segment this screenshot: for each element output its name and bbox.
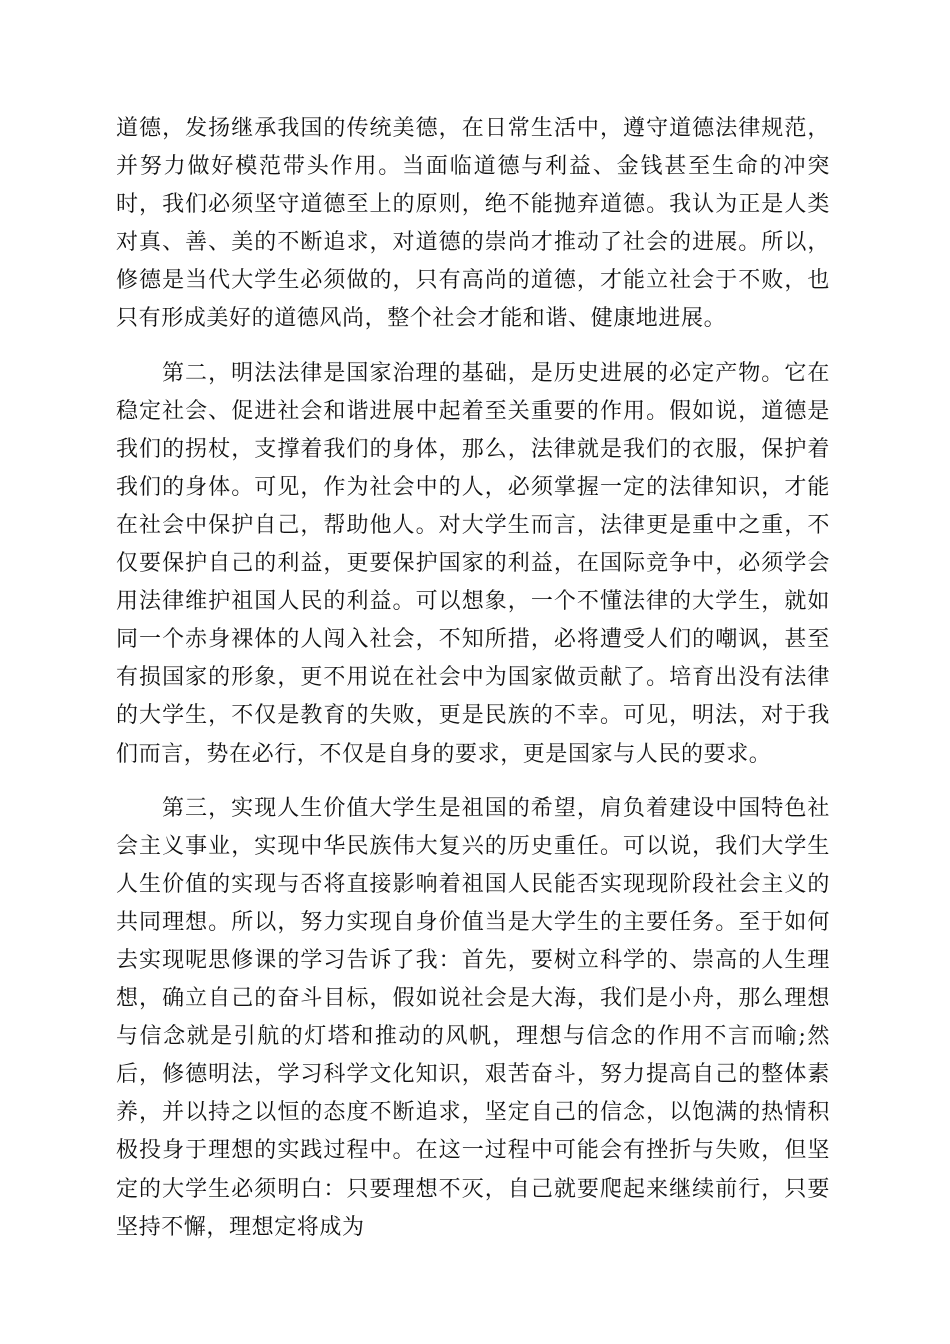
paragraph-second-point: 第二，明法法律是国家治理的基础，是历史进展的必定产物。它在稳定社会、促进社会和谐进展中起着至关重要的作用。假如说，道德是我们的拐杖，支撑着我们的身体，那么，法律就是我们的衣服，保护着我们的身体。可见，作为社会中的人，必须掌握一定的法律知识，才能在社会中保护自己，帮助他人。对大学生而言，法律更是重中之重，不仅要保护自己的利益，更要保护国家的利益，在国际竞争中，必须学会用法律维护祖国人民的利益。可以想象，一个不懂法律的大学生，就如同一个赤身裸体的人闯入社会，不知所措，必将遭受人们的嘲讽，甚至有损国家的形象，更不用说在社会中为国家做贡献了。培育出没有法律的大学生，不仅是教育的失败，更是民族的不幸。可见，明法，对于我们而言，势在必行，不仅是自身的要求，更是国家与人民的要求。 bbox=[116, 360, 830, 767]
paragraph-third-point: 第三，实现人生价值大学生是祖国的希望，肩负着建设中国特色社会主义事业，实现中华民族伟大复兴的历史重任。可以说，我们大学生人生价值的实现与否将直接影响着祖国人民能否实现现阶段社会主义的共同理想。所以，努力实现自身价值当是大学生的主要任务。至于如何去实现呢思修课的学习告诉了我：首先，要树立科学的、崇高的人生理想，确立自己的奋斗目标，假如说社会是大海，我们是小舟，那么理想与信念就是引航的灯塔和推动的风帆，理想与信念的作用不言而喻;然后，修德明法，学习科学文化知识，艰苦奋斗，努力提高自己的整体素养，并以持之以恒的态度不断追求，坚定自己的信念，以饱满的热情积极投身于理想的实践过程中。在这一过程中可能会有挫折与失败，但坚定的大学生必须明白：只要理想不灭，自己就要爬起来继续前行，只要坚持不懈，理想定将成为 bbox=[116, 795, 830, 1240]
document-page bbox=[116, 110, 830, 1247]
paragraph-continuation: 道德，发扬继承我国的传统美德，在日常生活中，遵守道德法律规范，并努力做好模范带头作用。当面临道德与利益、金钱甚至生命的冲突时，我们必须坚守道德至上的原则，绝不能抛弃道德。我认为正是人类对真、善、美的不断追求，对道德的崇尚才推动了社会的进展。所以，修德是当代大学生必须做的，只有高尚的道德，才能立社会于不败，也只有形成美好的道德风尚，整个社会才能和谐、健康地进展。 bbox=[116, 116, 830, 332]
